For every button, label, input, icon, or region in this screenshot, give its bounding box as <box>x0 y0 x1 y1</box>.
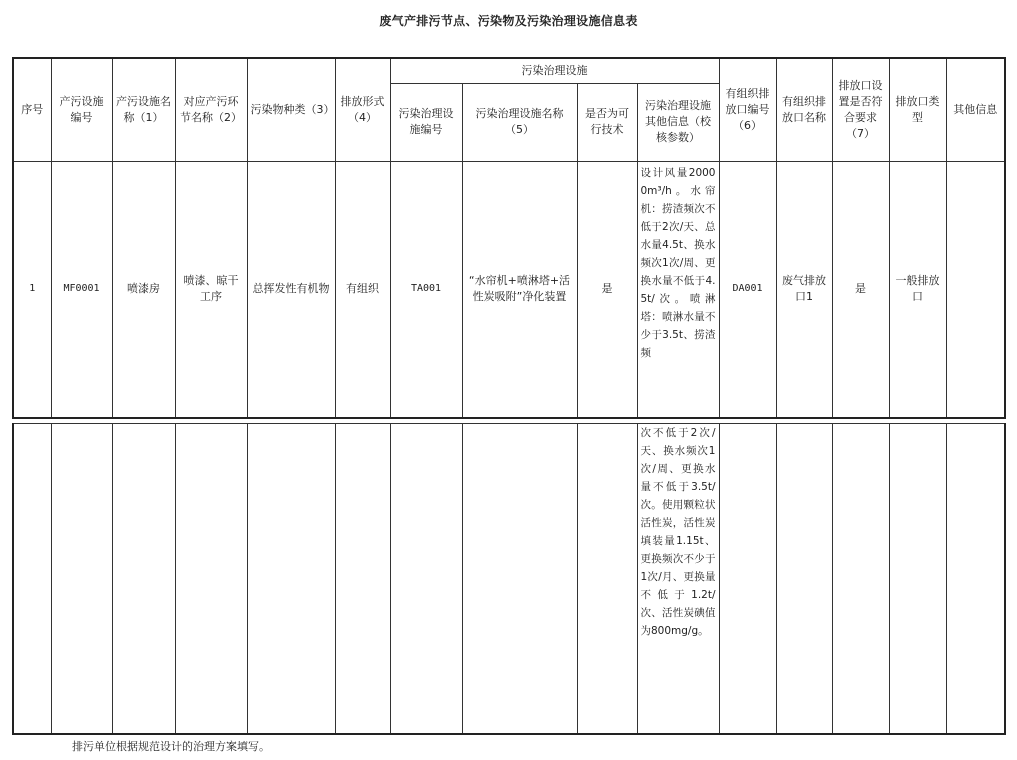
cell-outlet-type: 一般排放口 <box>889 161 946 418</box>
header-pollutant: 污染物种类（3） <box>247 58 335 161</box>
header-outlet-compliant: 排放口设置是否符合要求（7） <box>832 58 889 161</box>
cell-empty <box>247 424 335 734</box>
header-process-name: 对应产污环节名称（2） <box>175 58 247 161</box>
page-title: 废气产排污节点、污染物及污染治理设施信息表 <box>379 14 638 28</box>
cell-empty <box>13 424 51 734</box>
header-feasible: 是否为可行技术 <box>577 83 637 161</box>
header-facility-name: 产污设施名称（1） <box>112 58 175 161</box>
cell-other-info: 设计风量20000m³/h。水帘机：捞渣频次不低于2次/天、总水量4.5t、换水频次1次/周、更换水量不低于4.5t/次。喷淋塔：喷淋水量不少于3.5t、捞渣频 <box>637 161 719 418</box>
cell-empty <box>390 424 462 734</box>
table-row <box>13 161 1005 418</box>
footnote: 排污单位根据规范设计的治理方案填写。 <box>72 740 270 753</box>
header-treatment-no: 污染治理设施编号 <box>390 83 462 161</box>
cell-empty <box>776 424 832 734</box>
pollutant-info-table-continued <box>12 423 1006 735</box>
cell-seq: 1 <box>13 161 51 418</box>
cell-empty <box>462 424 577 734</box>
cell-facility-no: MF0001 <box>51 161 112 418</box>
cell-feasible: 是 <box>577 161 637 418</box>
cell-treatment-no: TA001 <box>390 161 462 418</box>
cell-facility-name: 喷漆房 <box>112 161 175 418</box>
header-outlet-no: 有组织排放口编号（6） <box>719 58 776 161</box>
cell-empty <box>577 424 637 734</box>
cell-empty <box>946 424 1005 734</box>
cell-process-name: 喷漆、晾干工序 <box>175 161 247 418</box>
cell-empty <box>175 424 247 734</box>
cell-outlet-compliant: 是 <box>832 161 889 418</box>
cell-discharge-form: 有组织 <box>335 161 390 418</box>
header-outlet-type: 排放口类型 <box>889 58 946 161</box>
pollutant-info-table <box>12 57 1006 419</box>
header-outlet-name: 有组织排放口名称 <box>776 58 832 161</box>
cell-empty <box>112 424 175 734</box>
header-seq: 序号 <box>13 58 51 161</box>
cell-empty <box>51 424 112 734</box>
header-treatment-group: 污染治理设施 <box>390 58 719 83</box>
cell-empty <box>832 424 889 734</box>
cell-empty <box>335 424 390 734</box>
header-discharge-form: 排放形式（4） <box>335 58 390 161</box>
cell-outlet-name: 废气排放口1 <box>776 161 832 418</box>
table-row-continued <box>13 424 1005 734</box>
header-other: 其他信息 <box>946 58 1005 161</box>
cell-pollutant: 总挥发性有机物 <box>247 161 335 418</box>
header-other-info: 污染治理设施其他信息（校核参数） <box>637 83 719 161</box>
cell-empty <box>889 424 946 734</box>
cell-outlet-no: DA001 <box>719 161 776 418</box>
cell-other <box>946 161 1005 418</box>
cell-empty <box>719 424 776 734</box>
header-treatment-name: 污染治理设施名称（5） <box>462 83 577 161</box>
cell-treatment-name: “水帘机+喷淋塔+活性炭吸附”净化装置 <box>462 161 577 418</box>
cell-other-info-continued: 次不低于2次/天、换水频次1次/周、更换水量不低于3.5t/次。使用颗粒状活性炭，活性炭填装量1.15t、更换频次不少于1次/月、更换量不低于1.2t/次、活性炭碘值为800mg/g。 <box>637 424 719 734</box>
header-facility-no: 产污设施编号 <box>51 58 112 161</box>
